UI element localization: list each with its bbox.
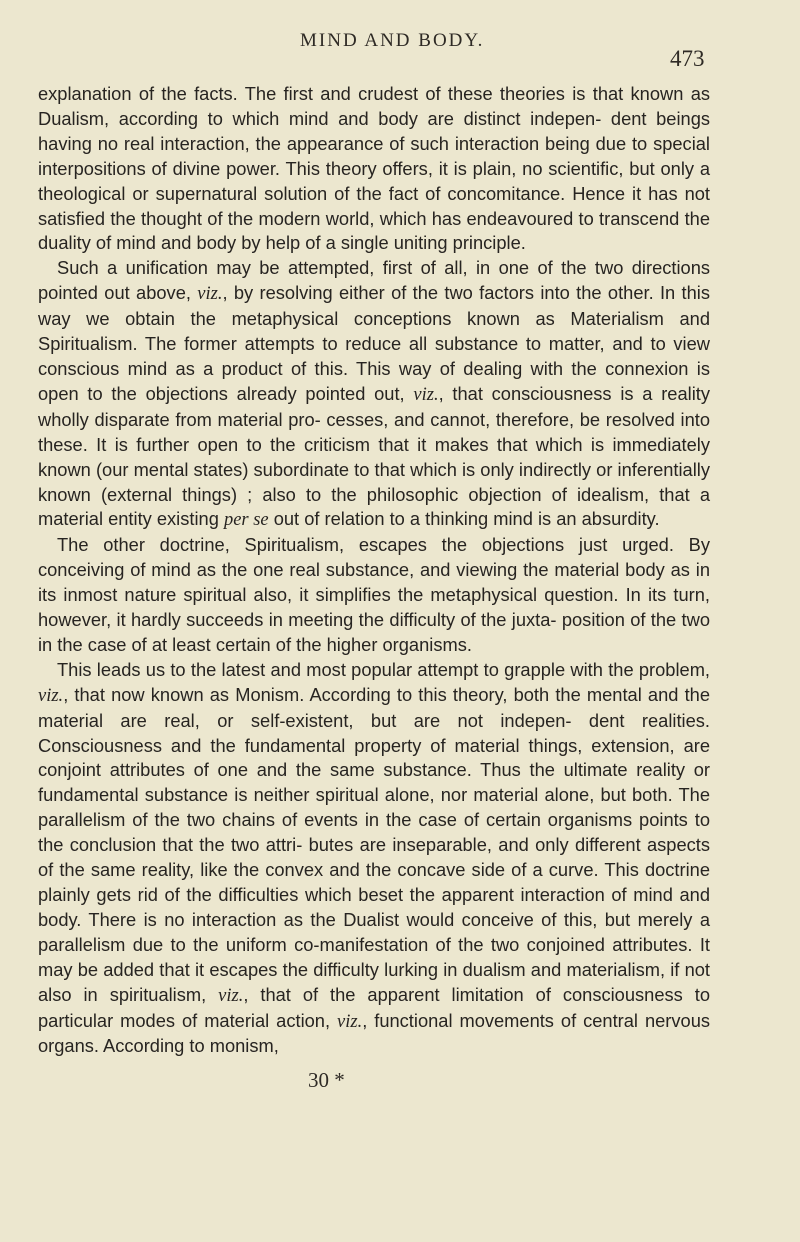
text-run: The other doctrine, Spiritualism, escapes the objections just urged. By conceiving of mind as the one real substance, and viewing the material body as in its inmost nature spiritual also, it simplifies the metaphysical question. In its turn, however, it hardly succeeds in meeting the difficulty of the juxta- position of the two in the case of at least certain of the higher organisms. [38, 534, 710, 655]
signature-mark: 30 * [308, 1068, 345, 1092]
paragraph-materialism [38, 256, 710, 533]
page-number: 473 [670, 46, 705, 71]
paragraph-spiritualism [38, 533, 710, 658]
text-run: , functional movements of central nervous organs. According to monism, [38, 1009, 710, 1057]
italic-run: viz. [413, 384, 439, 405]
italic-run: per se [223, 510, 269, 531]
italic-run: viz. [218, 985, 244, 1006]
text-run: explanation of the facts. The first and crudest of these theories is that known as Dualism, according to which mind and body are distinct indepen- dent beings having no real interaction, the appearance of such interaction being due to special interpositions of divine power. This theory offers, it is plain, no scientific, but only a theological or supernatural solution of the fact of concomitance. Hence it has not satisfied the thought of the modern world, which has endeavoured to transcend the duality of mind and body by help of a single uniting principle. [38, 83, 710, 254]
text-run: Such a unification may be attempted, first of all, in one of the two directions pointed out above, [38, 257, 710, 304]
text-run: out of relation to a thinking mind is an absurdity. [268, 508, 660, 530]
running-title: MIND AND BODY. [300, 30, 485, 51]
italic-run: viz. [337, 1011, 363, 1032]
paragraph-dualism [38, 82, 710, 256]
italic-run: viz. [197, 284, 223, 305]
text-run: , that consciousness is a reality wholly disparate from material pro- cesses, and cannot, therefore, be resolved into these. It is further open to the criticism that it makes that which is immediately known (our mental states) subordinate to that which is only indirectly or inferentially known (external things) ; also to the philosophic objection of idealism, that a material entity existing [38, 382, 710, 530]
italic-run: viz. [38, 685, 64, 706]
paragraph-monism [38, 658, 710, 1060]
text-run: , by resolving either of the two factors into the other. In this way we obtain the metaphysical conceptions known as Materialism and Spiritualism. The former attempts to reduce all substance to matter, and to view conscious mind as a product of this. This way of dealing with the connexion is open to the objections already pointed out, [38, 282, 710, 404]
text-run: This leads us to the latest and most popular attempt to grapple with the problem, [57, 658, 710, 680]
text-run: , that of the apparent limitation of consciousness to particular modes of material action, [38, 983, 710, 1031]
text-run: , that now known as Monism. According to this theory, both the mental and the material are real, or self-existent, but are not indepen- dent realities. Consciousness and the fundamental property of material things, extension, are conjoint attributes of one and the same substance. Thus the ultimate reality or fundamental substance is neither spiritual alone, nor material alone, but both. The parallelism of the two chains of events in the case of certain organisms points to the conclusion that the two attri- butes are inseparable, and only different aspects of the same reality, like the convex and the concave side of a curve. This doctrine plainly gets rid of the difficulties which beset the apparent interaction of mind and body. There is no interaction as the Dualist would conceive of this, but merely a parallelism due to the uniform co-manifestation of the two conjoined attributes. It may be added that it escapes the difficulty lurking in dualism and materialism, if not also in spiritualism, [38, 683, 710, 1005]
body-text [38, 82, 710, 1059]
